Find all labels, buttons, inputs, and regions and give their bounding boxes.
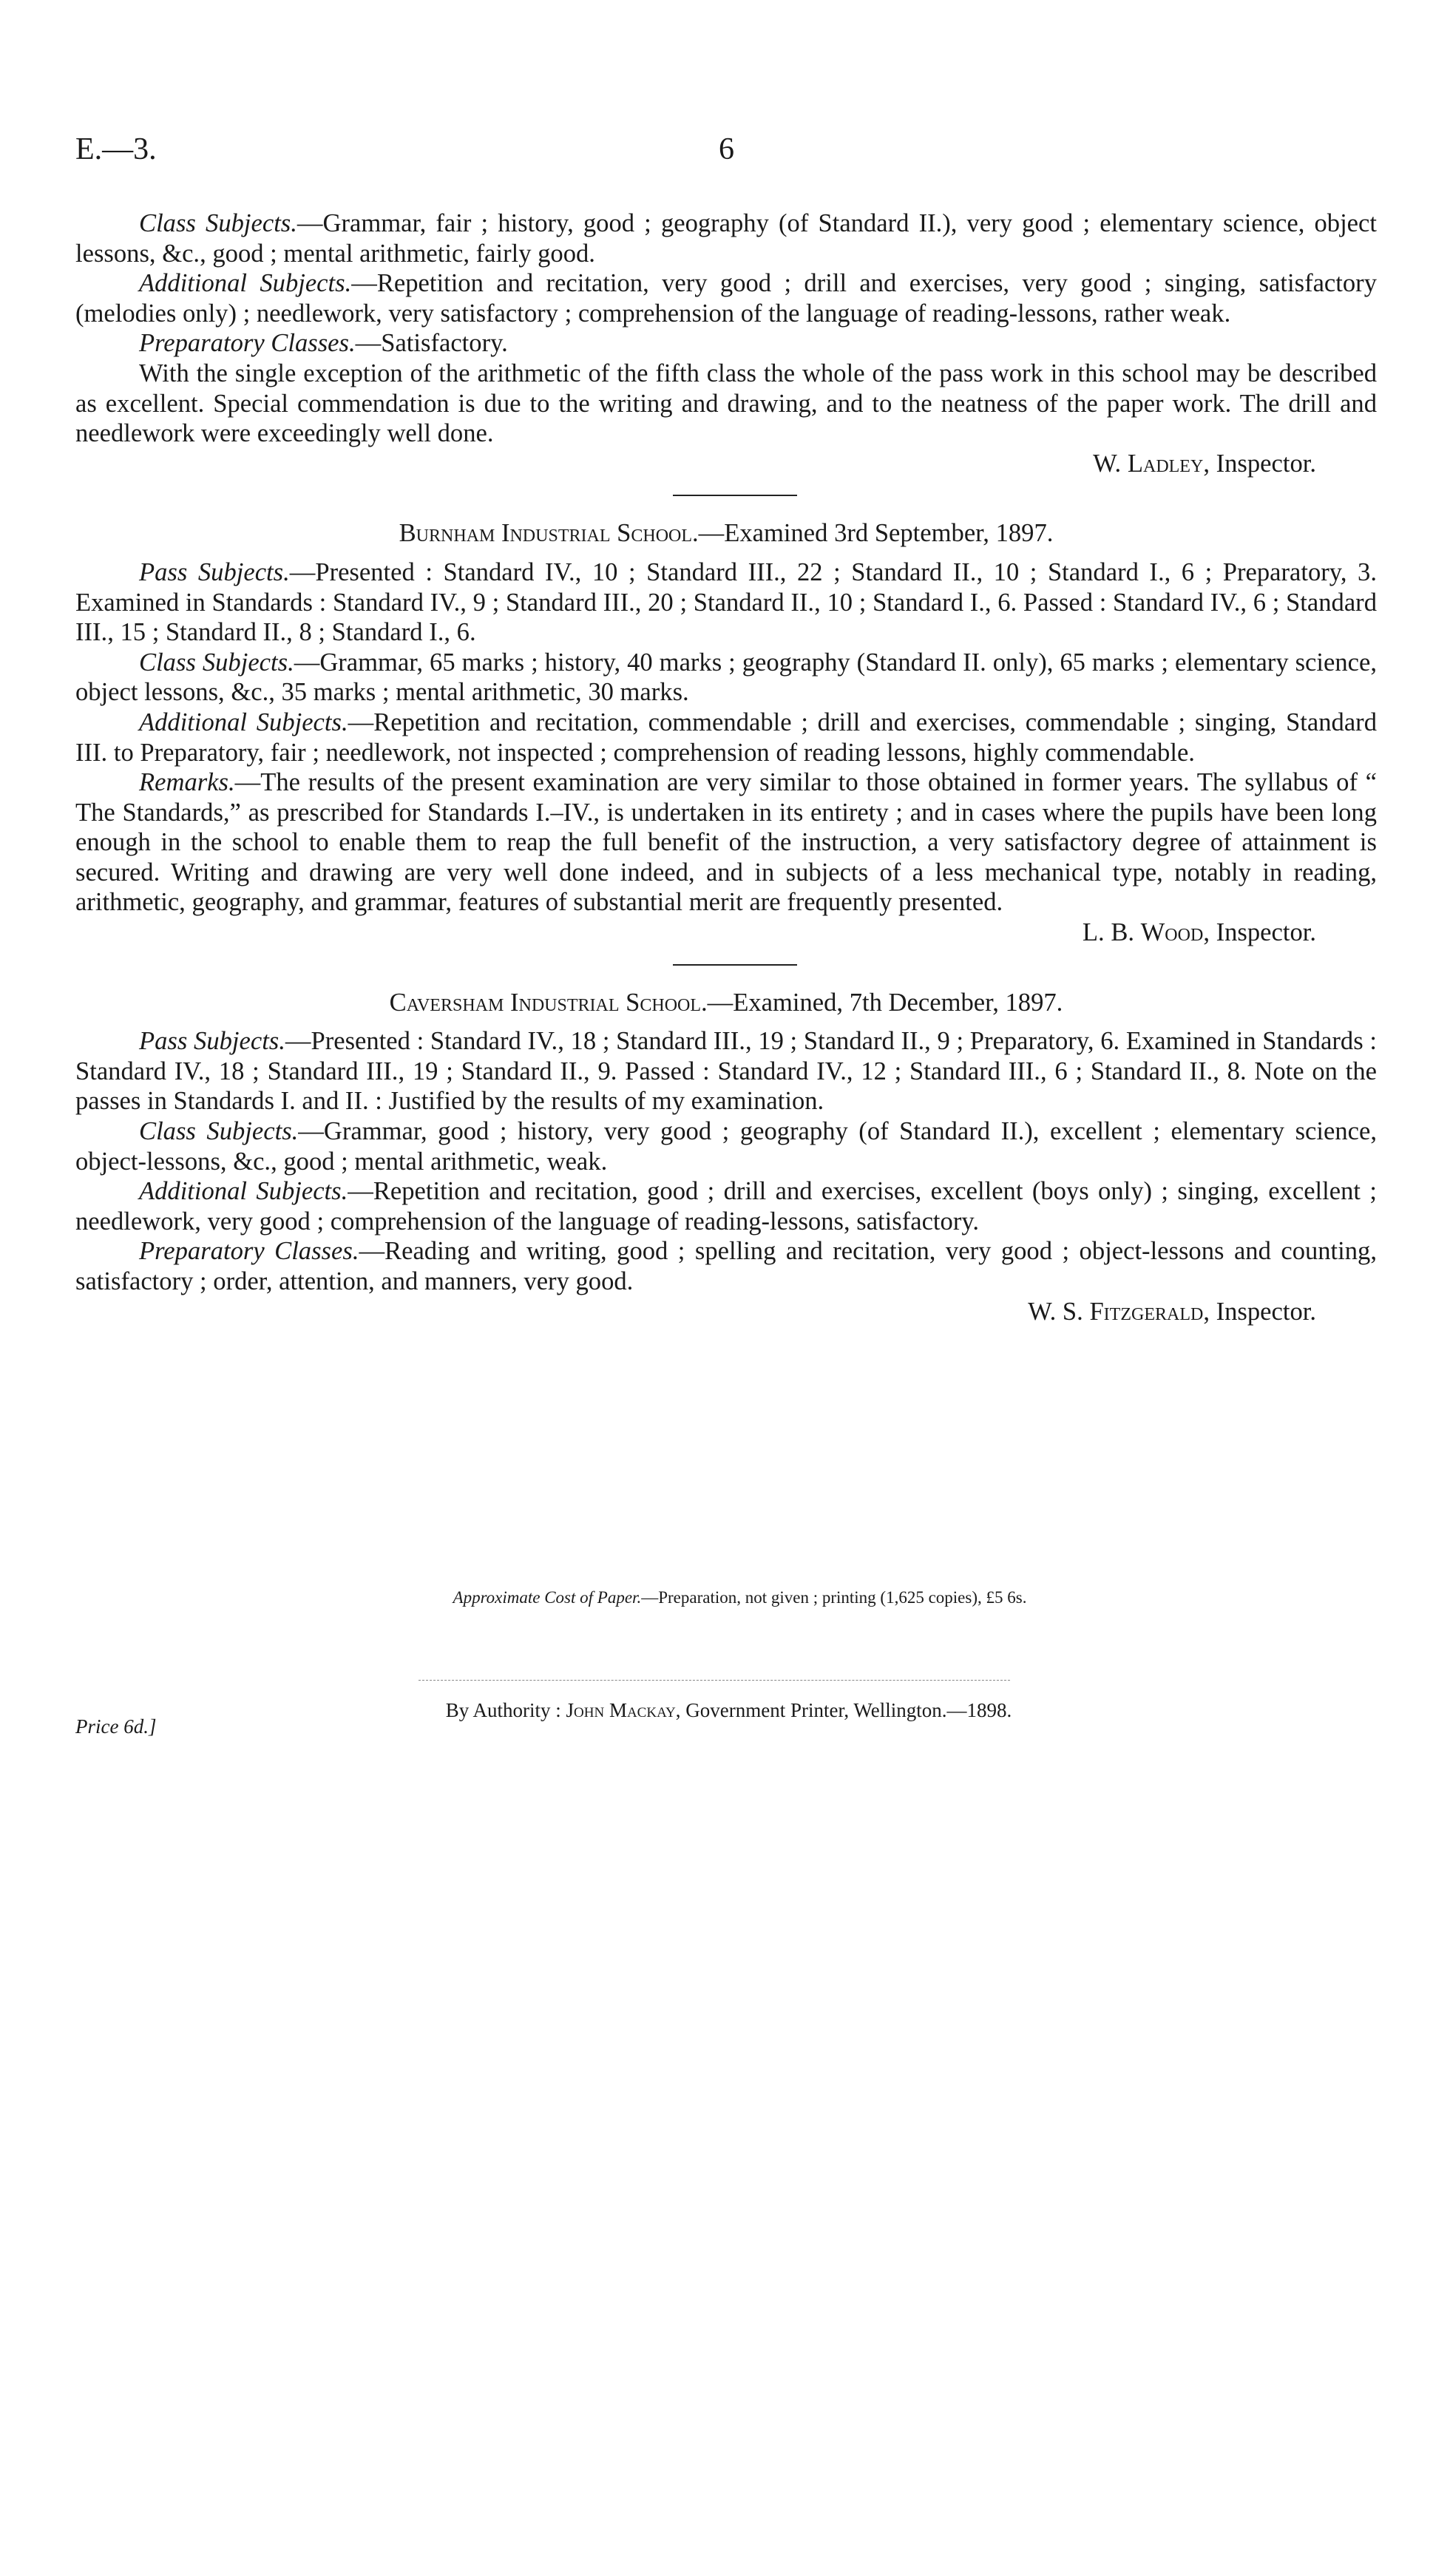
cost-label: Approximate Cost of Paper. [453,1588,642,1607]
document-code: E.—3. [75,132,157,166]
signature-role: , Inspector. [1203,1297,1316,1326]
summary-paragraph: With the single exception of the arithmetic of the fifth class the whole of the pass work in this school may be described as excellent. Special commendation is due to the writing and drawing, and to the neatness of the paper work. The drill and needlework were exceedingly well done. [75,359,1377,448]
signature-name: Ladley [1127,449,1204,478]
page-header [75,132,1377,176]
remarks-text: —The results of the present examination are very similar to those obtained in former years. The syllabus of “ The Standards,” as prescribed for Standards I.–IV., is undertaken in its entirety ; and in cases where the pupils have been long enough in the school to enable them to reap the full benefit of the instruction, a very satisfactory degree of attainment is secured. Writing and drawing are very well done indeed, and in subjects of a less mechanical type, notably in reading, arithmetic, geography, and grammar, features of substantial merit are frequently presented. [75,768,1377,917]
additional-subjects-label: Additional Subjects. [139,708,348,736]
signature-name: Wood [1140,918,1204,947]
class-subjects-label: Class Subjects. [139,209,297,237]
authority-prefix: By Authority : [445,1699,566,1721]
authority-suffix: , Government Printer, Wellington.—1898. [675,1699,1012,1721]
remarks-label: Remarks. [139,768,235,797]
additional-subjects-paragraph [75,1176,1377,1236]
cost-of-paper-note [0,1588,1450,1607]
pass-subjects-paragraph [75,557,1377,648]
signature-role: , Inspector. [1203,449,1316,478]
page-number: 6 [719,132,734,166]
class-subjects-text: —Grammar, 65 marks ; history, 40 marks ; geography (Standard II. only), 65 marks ; elementary science, object lessons, &c., 35 marks ; mental arithmetic, 30 marks. [75,648,1377,707]
class-subjects-paragraph [75,1116,1377,1176]
additional-subjects-text: —Repetition and recitation, very good ; drill and exercises, very good ; singing, satisfactory (melodies only) ; needlework, very satisfactory ; comprehension of the language of reading-lessons, rather weak. [75,269,1377,328]
school-heading [75,518,1377,549]
examination-date: —Examined 3rd September, 1897. [698,519,1054,548]
signature-initials: W. S. [1028,1297,1090,1326]
printer-name: John Mackay [566,1699,676,1721]
additional-subjects-label: Additional Subjects. [139,1177,348,1206]
signature-initials: L. B. [1082,918,1141,947]
additional-subjects-text: —Repetition and recitation, good ; drill and exercises, excellent (boys only) ; singing, excellent ; needlework, very good ; comprehension of the language of reading-lessons, satisfactory. [75,1177,1377,1236]
inspector-signature [75,449,1377,479]
caversham-report-section [75,988,1377,1327]
pass-subjects-text: —Presented : Standard IV., 10 ; Standard III., 22 ; Standard II., 10 ; Standard I., 6 ; Preparatory, 3. Examined in Standards : Standard IV., 9 ; Standard III., 20 ; Standard II., 10 ; Standard I., 6. Passed : Standard IV., 6 ; Standard III., 15 ; Standard II., 8 ; Standard I., 6. [75,557,1377,647]
signature-initials: W. [1093,449,1128,478]
pass-subjects-paragraph [75,1026,1377,1116]
preparatory-classes-paragraph [75,328,1377,359]
pass-subjects-label: Pass Subjects. [139,1027,285,1056]
additional-subjects-text: —Repetition and recitation, commendable ; drill and exercises, commendable ; singing, Standard III. to Preparatory, fair ; needlework, not inspected ; comprehension of reading lessons, highly commendable. [75,708,1377,767]
inspector-signature [75,1297,1377,1327]
report-section-continued [75,209,1377,478]
report-body [75,209,1377,1326]
additional-subjects-paragraph [75,708,1377,767]
class-subjects-text: —Grammar, good ; history, very good ; geography (of Standard II.), excellent ; elementary science, object-lessons, &c., good ; mental arithmetic, weak. [75,1117,1377,1176]
pass-subjects-label: Pass Subjects. [139,557,290,586]
class-subjects-paragraph [75,648,1377,708]
section-divider [673,495,797,496]
inspector-signature [75,918,1377,948]
cost-text: —Preparation, not given ; printing (1,625 copies), £5 6s. [641,1588,1027,1607]
footer-divider [419,1680,1010,1681]
remarks-paragraph [75,767,1377,918]
signature-role: , Inspector. [1203,918,1316,947]
school-heading [75,988,1377,1018]
class-subjects-text: —Grammar, fair ; history, good ; geography (of Standard II.), very good ; elementary science, object lessons, &c., good ; mental arithmetic, fairly good. [75,209,1377,268]
printer-imprint [0,1699,1450,1722]
class-subjects-label: Class Subjects. [139,648,294,677]
burnham-report-section [75,518,1377,947]
school-name: Caversham Industrial School. [389,988,708,1017]
pass-subjects-text: —Presented : Standard IV., 18 ; Standard III., 19 ; Standard II., 9 ; Preparatory, 6. Examined in Standards : Standard IV., 18 ; Standard III., 19 ; Standard II., 9. Passed : Standard IV., 12 ; Standard III., 6 ; Standard II., 8. Note on the passes in Standards I. and II. : Justified by the results of my examination. [75,1027,1377,1116]
section-divider [673,964,797,966]
preparatory-classes-text: —Reading and writing, good ; spelling and recitation, very good ; object-lessons and counting, satisfactory ; order, attention, and manners, very good. [75,1237,1377,1295]
school-name: Burnham Industrial School. [399,519,699,548]
preparatory-classes-label: Preparatory Classes. [139,329,356,358]
class-subjects-label: Class Subjects. [139,1117,299,1146]
examination-date: —Examined, 7th December, 1897. [707,988,1063,1017]
signature-name: Fitzgerald [1089,1297,1204,1326]
preparatory-classes-label: Preparatory Classes. [139,1237,359,1266]
additional-subjects-paragraph [75,268,1377,328]
class-subjects-paragraph [75,209,1377,268]
price-note: Price 6d.] [75,1715,157,1738]
preparatory-classes-paragraph [75,1236,1377,1296]
additional-subjects-label: Additional Subjects. [139,269,352,298]
preparatory-classes-text: —Satisfactory. [355,329,508,358]
